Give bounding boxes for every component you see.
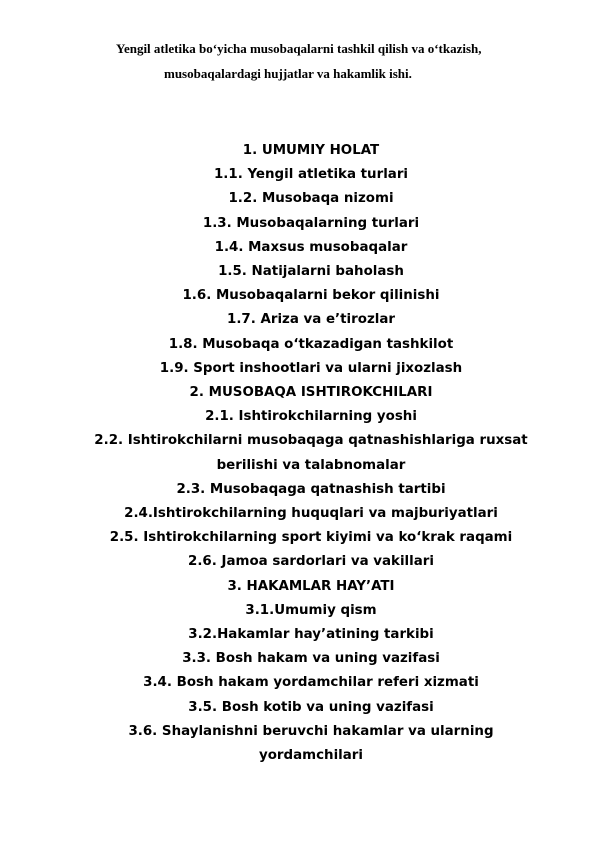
toc-item-1-9: 1.9. Sport inshootlari va ularni jixozlash — [159, 360, 463, 376]
toc-item-2-3: 2.3. Musobaqaga qatnashish tartibi — [176, 481, 446, 497]
toc-item-1-8: 1.8. Musobaqa o‘tkazadigan tashkilot — [168, 336, 454, 352]
toc-item-3-2: 3.2.Hakamlar hay’atining tarkibi — [188, 627, 434, 643]
toc-section-3: 3. HAKAMLAR HAY’ATI — [227, 578, 395, 594]
toc-item-2-1: 2.1. Ishtirokchilarning yoshi — [205, 409, 417, 425]
toc-item-1-3: 1.3. Musobaqalarning turlari — [202, 215, 420, 231]
toc-item-3-1: 3.1.Umumiy qism — [245, 602, 377, 618]
toc-item-2-5: 2.5. Ishtirokchilarning sport kiyimi va ko‘krak raqami — [109, 530, 513, 546]
toc-item-3-6: 3.6. Shaylanishni beruvchi hakamlar va ularning — [128, 723, 494, 739]
toc-item-1-6: 1.6. Musobaqalarni bekor qilinishi — [182, 288, 440, 304]
toc-item-1-5: 1.5. Natijalarni baholash — [218, 264, 404, 280]
toc-item-2-2-continued: berilishi va talabnomalar — [216, 457, 406, 473]
toc-item-3-3: 3.3. Bosh hakam va uning vazifasi — [182, 651, 440, 667]
title-line-1: Yengil atletika bo‘yicha musobaqalarni tashkil qilish va o‘tkazish, — [116, 41, 482, 56]
toc-item-2-4: 2.4.Ishtirokchilarning huquqlari va majburiyatlari — [124, 506, 498, 522]
toc-item-2-6: 2.6. Jamoa sardorlari va vakillari — [188, 554, 434, 570]
title-line-2: musobaqalardagi hujjatlar va hakamlik ishi. — [164, 66, 412, 81]
toc-item-1-4: 1.4. Maxsus musobaqalar — [214, 239, 408, 255]
table-of-contents — [60, 139, 562, 768]
toc-item-3-6-continued: yordamchilari — [259, 748, 363, 764]
toc-item-1-2: 1.2. Musobaqa nizomi — [228, 191, 394, 207]
toc-item-3-5: 3.5. Bosh kotib va uning vazifasi — [188, 699, 434, 715]
toc-item-3-4: 3.4. Bosh hakam yordamchilar referi xizmati — [143, 675, 479, 691]
toc-section-2: 2. MUSOBAQA ISHTIROKCHILARI — [189, 385, 433, 401]
toc-item-1-1: 1.1. Yengil atletika turlari — [213, 167, 409, 183]
toc-section-1: 1. UMUMIY HOLAT — [242, 143, 380, 158]
toc-item-1-7: 1.7. Ariza va e’tirozlar — [227, 312, 395, 328]
toc-item-2-2: 2.2. Ishtirokchilarni musobaqaga qatnashishlariga ruxsat — [94, 433, 528, 449]
